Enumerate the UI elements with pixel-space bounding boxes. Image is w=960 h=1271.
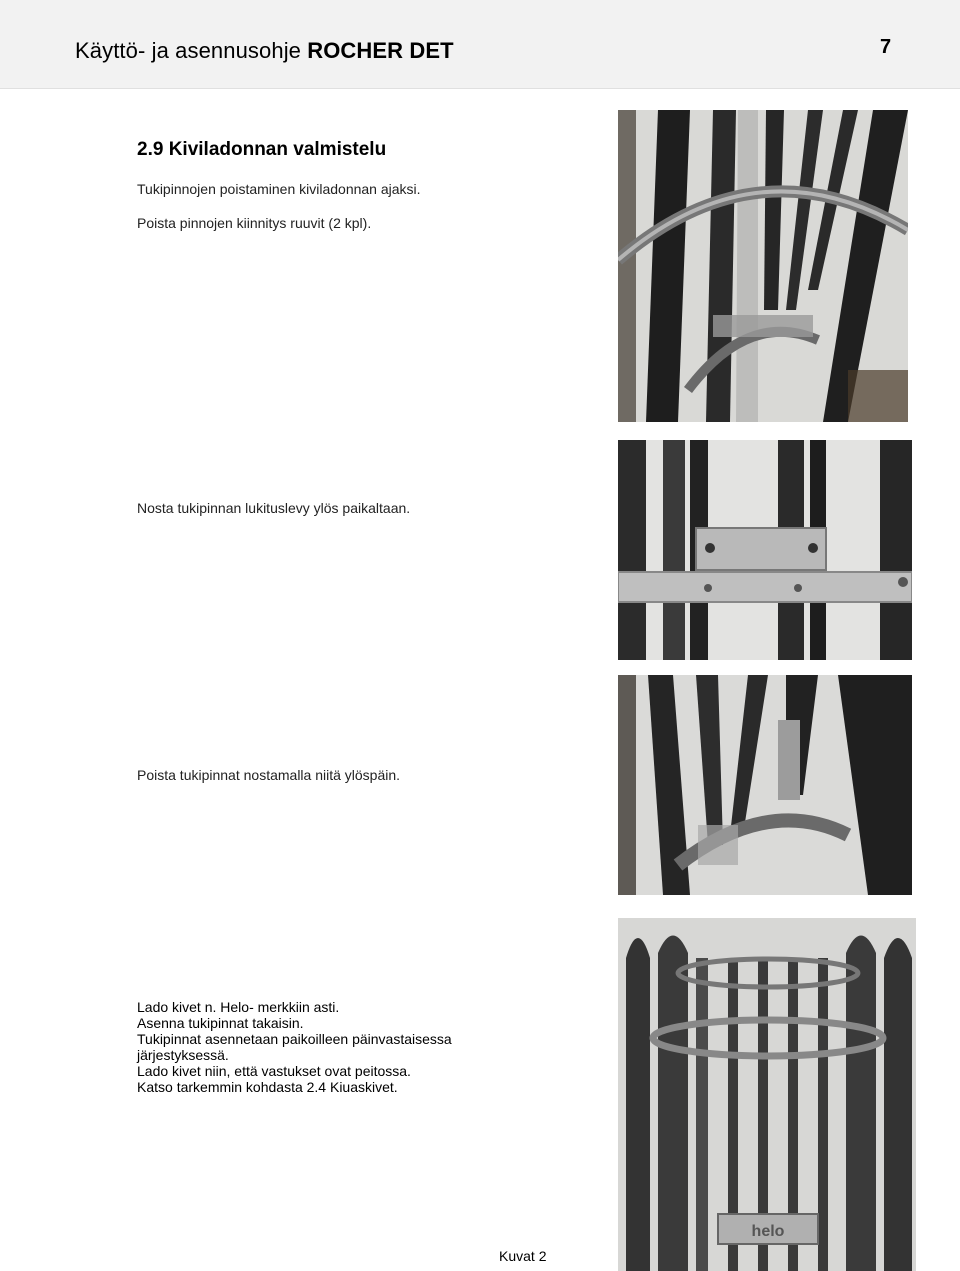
instruction-line: Asenna tukipinnat takaisin. xyxy=(137,1015,304,1032)
instruction-line: Lado kivet niin, että vastukset ovat peitossa. xyxy=(137,1063,411,1080)
step-3-text: Poista tukipinnat nostamalla niitä ylöspäin. xyxy=(137,767,401,783)
page-number: 7 xyxy=(880,36,892,58)
step-1-text: Poista pinnojen kiinnitys ruuvit (2 kpl). xyxy=(137,215,372,231)
instruction-line: Tukipinnat asennetaan paikoilleen päinvastaisessa xyxy=(137,1031,452,1048)
instruction-line: Lado kivet n. Helo- merkkiin asti. xyxy=(137,999,340,1015)
title-model: ROCHER DET xyxy=(307,38,454,63)
figure-caption: Kuvat 2 xyxy=(499,1248,547,1264)
title-prefix: Käyttö- ja asennusohje xyxy=(75,38,308,63)
photo-assembled-stove xyxy=(618,918,916,1271)
document-title xyxy=(75,38,454,64)
instruction-line: järjestyksessä. xyxy=(137,1047,229,1064)
page-header xyxy=(0,0,960,89)
final-instructions xyxy=(137,999,452,1096)
photo-screws xyxy=(618,110,908,422)
step-2-text: Nosta tukipinnan lukituslevy ylös paikaltaan. xyxy=(137,500,411,516)
photo-locking-plate xyxy=(618,440,912,660)
intro-text: Tukipinnojen poistaminen kiviladonnan ajaksi. xyxy=(137,181,421,197)
photo-lifting-bars xyxy=(618,675,912,895)
instruction-line: Katso tarkemmin kohdasta 2.4 Kiuaskivet. xyxy=(137,1079,398,1096)
helo-logo: helo xyxy=(751,1223,785,1240)
section-title: 2.9 Kiviladonnan valmistelu xyxy=(137,139,387,160)
